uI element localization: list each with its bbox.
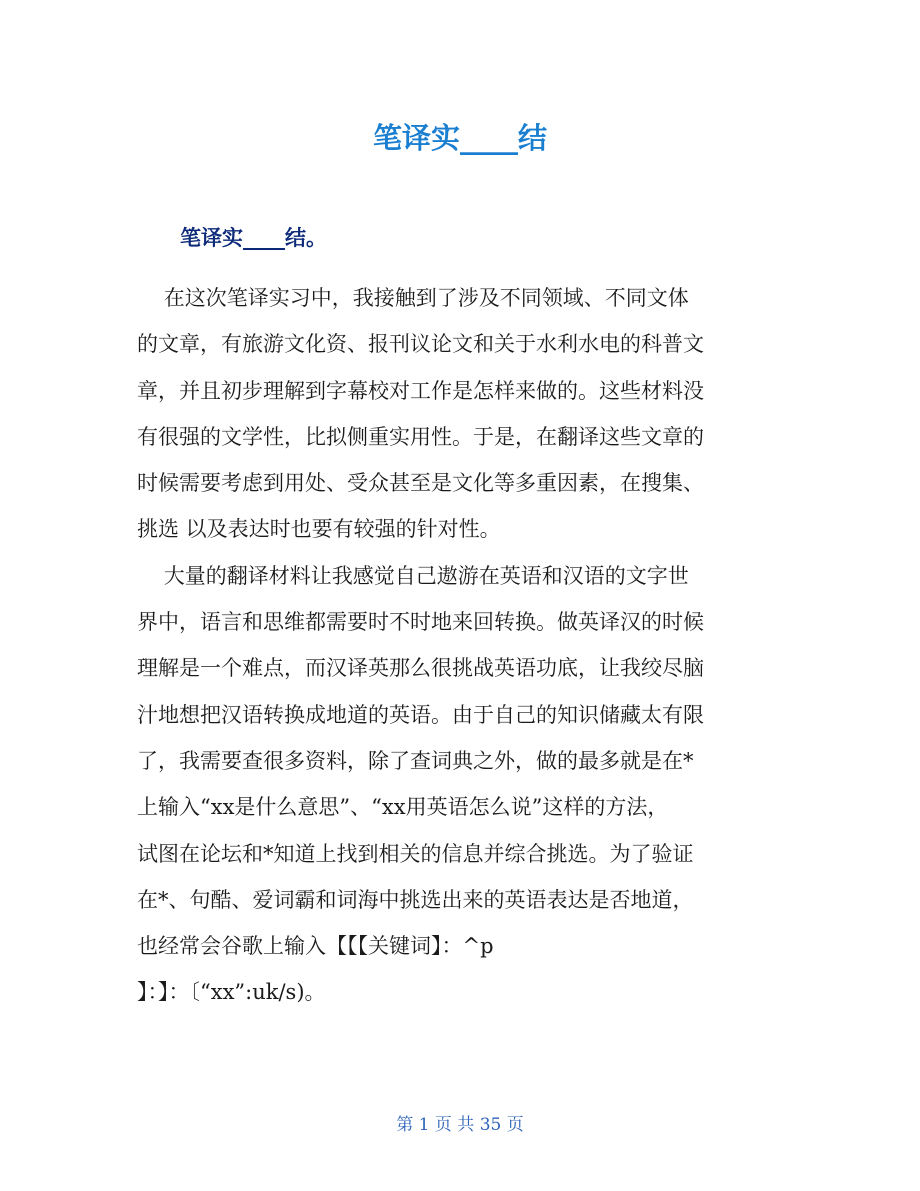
paragraph-line: 挑选 以及表达时也要有较强的针对性。 (137, 517, 501, 542)
paragraph-line: 的文章，有旅游文化资、报刊议论文和关于水利水电的科普文 (137, 332, 704, 357)
paragraph-line: 在*、句酷、爱词霸和词海中挑选出来的英语表达是否地道， (137, 887, 694, 912)
document-body (137, 275, 787, 1016)
page-footer: 第 1 页 共 35 页 (396, 1115, 524, 1135)
paragraph-line: 时候需要考虑到用处、受众甚至是文化等多重因素，在搜集、 (137, 471, 704, 496)
paragraph-line: 大量的翻译材料让我感觉自己遨游在英语和汉语的文字世 (137, 563, 689, 588)
paragraph-line: 界中，语言和思维都需要时不时地来回转换。做英译汉的时候 (137, 610, 704, 635)
paragraph-line: 也经常会谷歌上输入【【【关键词】：^p (137, 934, 494, 959)
paragraph-line: 在这次笔译实习中，我接触到了涉及不同领域、不同文体 (137, 286, 689, 310)
document-title: 笔译实____结 (372, 121, 547, 155)
paragraph-line: 有很强的文学性，比拟侧重实用性。于是，在翻译这些文章的 (137, 424, 704, 449)
paragraph-line: 了，我需要查很多资料，除了查词典之外，做的最多就是在* (137, 748, 694, 773)
paragraph-line: 上输入“xx是什么意思”、“xx用英语怎么说”这样的方法， (137, 795, 669, 820)
paragraph-line: 试图在论坛和*知道上找到相关的信息并综合挑选。为了验证 (137, 841, 694, 866)
paragraph-line: 】：】：〔“xx”:uk/s)。 (137, 980, 326, 1005)
section-heading: 笔译实____结。 (180, 226, 327, 250)
paragraph-line: 章，并且初步理解到字幕校对工作是怎样来做的。这些材料没 (137, 378, 704, 403)
paragraph-line: 汁地想把汉语转换成地道的英语。由于自己的知识储藏太有限 (137, 702, 704, 727)
paragraph-line: 理解是一个难点，而汉译英那么很挑战英语功底，让我绞尽脑 (137, 656, 704, 681)
